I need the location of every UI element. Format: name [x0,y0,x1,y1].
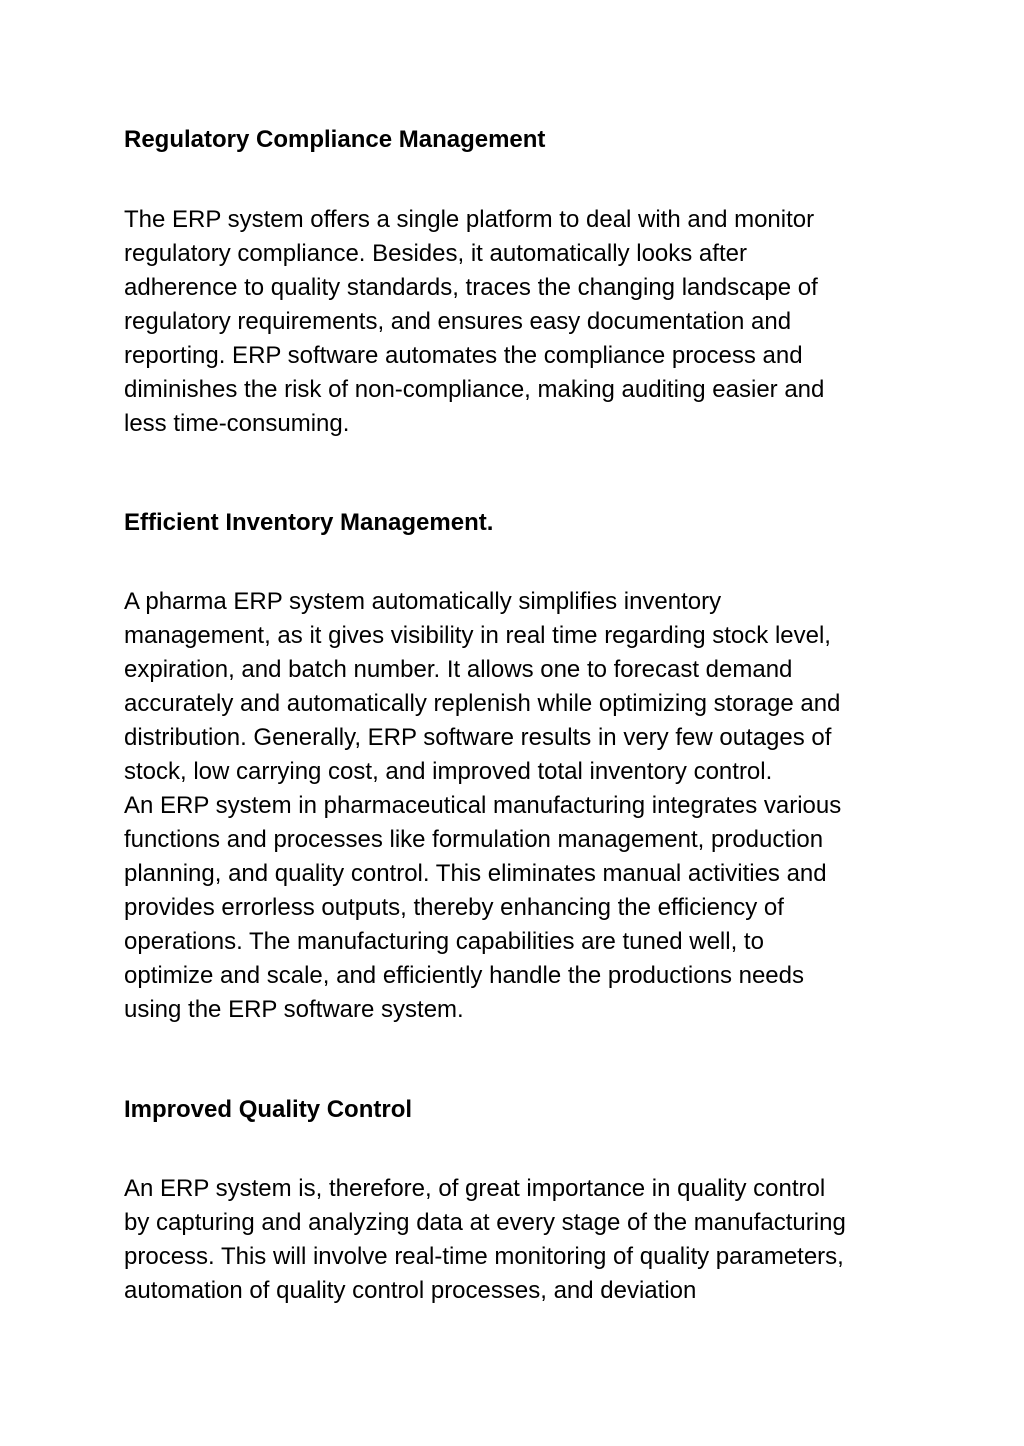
paragraph-line: operations. The manufacturing capabilities are tuned well, to [124,928,764,955]
paragraph-line: reporting. ERP software automates the compliance process and [124,342,803,369]
paragraph-line: by capturing and analyzing data at every stage of the manufacturing [124,1209,846,1236]
section-heading-inventory-management: Efficient Inventory Management. [124,509,494,536]
paragraph-line: A pharma ERP system automatically simplifies inventory [124,588,722,615]
paragraph-line: process. This will involve real-time monitoring of quality parameters, [124,1243,844,1270]
section-paragraph-quality-control [124,1172,846,1308]
paragraph-line: regulatory compliance. Besides, it automatically looks after [124,240,747,267]
paragraph-line: The ERP system offers a single platform to deal with and monitor [124,206,815,233]
paragraph-line: regulatory requirements, and ensures easy documentation and [124,308,792,335]
paragraph-line: adherence to quality standards, traces the changing landscape of [124,274,818,301]
paragraph-line: functions and processes like formulation management, production [124,826,824,853]
paragraph-line: distribution. Generally, ERP software results in very few outages of [124,724,832,751]
paragraph-line: diminishes the risk of non-compliance, making auditing easier and [124,376,825,403]
section-paragraph-inventory-management [124,585,841,1027]
paragraph-line: accurately and automatically replenish while optimizing storage and [124,690,841,717]
section-heading-quality-control: Improved Quality Control [124,1096,413,1123]
paragraph-line: provides errorless outputs, thereby enhancing the efficiency of [124,894,784,921]
paragraph-line: expiration, and batch number. It allows one to forecast demand [124,656,793,683]
paragraph-line: management, as it gives visibility in real time regarding stock level, [124,622,831,649]
paragraph-line: optimize and scale, and efficiently handle the productions needs [124,962,805,989]
paragraph-line: An ERP system is, therefore, of great importance in quality control [124,1175,826,1202]
paragraph-line: stock, low carrying cost, and improved total inventory control. [124,758,773,785]
paragraph-line: automation of quality control processes, and deviation [124,1277,697,1304]
paragraph-line: planning, and quality control. This eliminates manual activities and [124,860,827,887]
paragraph-line: less time-consuming. [124,410,350,437]
section-paragraph-regulatory-compliance [124,203,824,441]
section-heading-regulatory-compliance: Regulatory Compliance Management [124,126,546,153]
paragraph-line: using the ERP software system. [124,996,464,1023]
paragraph-line: An ERP system in pharmaceutical manufacturing integrates various [124,792,842,819]
